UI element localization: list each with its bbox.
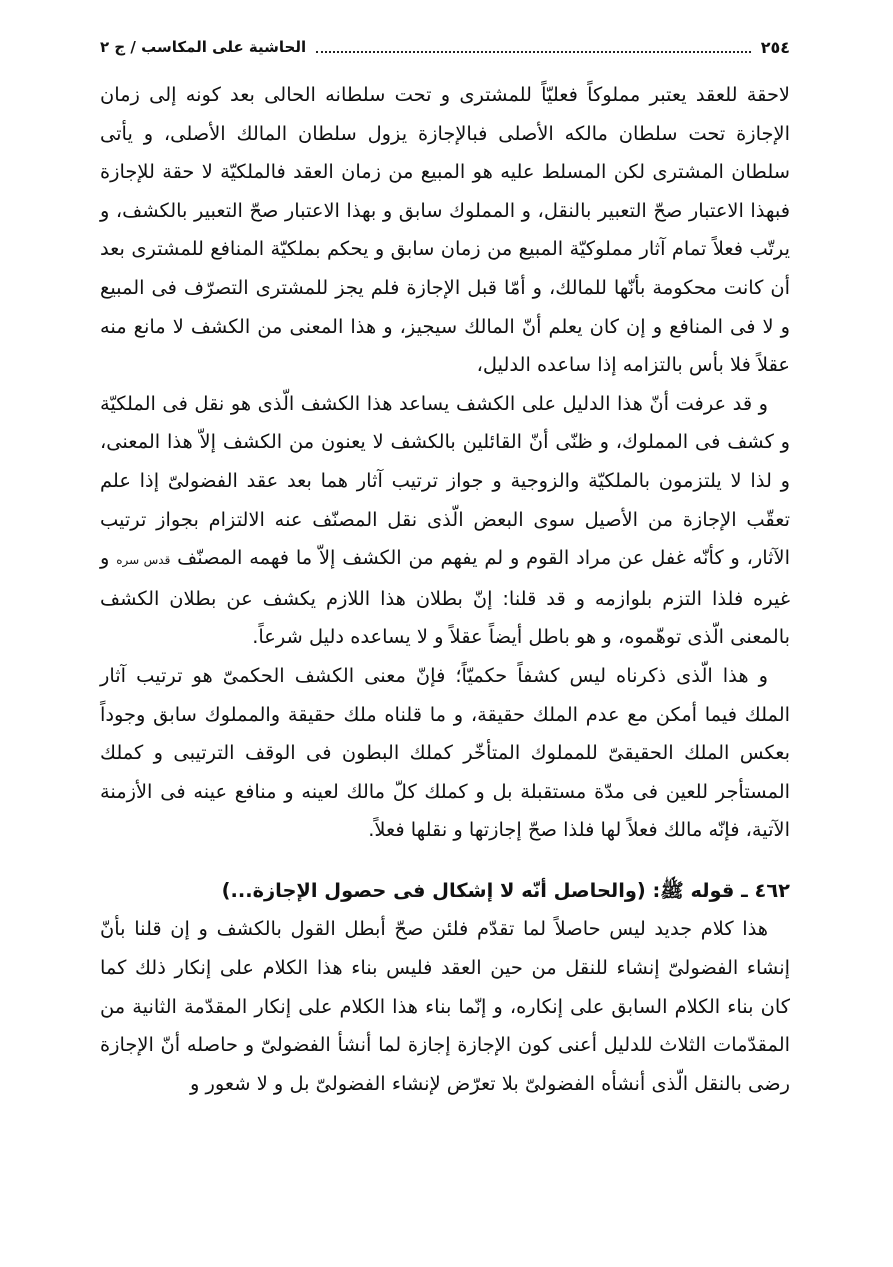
page-body <box>100 76 790 1103</box>
header-dot-leader <box>316 41 751 53</box>
paragraph-text: و قد عرفت أنّ هذا الدليل على الكشف يساعد هذا الكشف الّذى هو نقل فى الملكيّة و كشف فى المملوك، و ظنّى أنّ القائلين بالكشف لا يعنون من الكشف إلاّ هذا المعنى، و لذا لا يلتزمون بالملكيّة والزوجية و جواز ترتيب آثار هما بعد عقد الفضولىّ إذا علم تعقّب الإجازة من الأصيل سوى البعض الّذى نقل المصنّف عنه الالتزام بجواز ترتيب الآثار، و كأنّه غفل عن مراد القوم و لم يفهم من الكشف إلاّ ما فهمه المصنّف <box>100 391 790 570</box>
paragraph-text: و غيره فلذا التزم بلوازمه و قد قلنا: إنّ بطلان هذا اللازم يكشف عن بطلان الكشف بالمعنى الّذى توهّموه، و هو باطل أيضاً عقلاً و لا يساعده دليل شرعاً. <box>100 546 790 649</box>
page-header <box>100 34 790 60</box>
commentary-heading: ٤٦٢ ـ قوله ﷺ: (والحاصل أنّه لا إشكال فى حصول الإجازة...) <box>221 878 790 902</box>
running-title: الحاشية على المكاسب / ج ٢ <box>100 38 307 56</box>
body-paragraph <box>100 385 790 657</box>
inline-honorific-note: قدس سره <box>116 553 171 568</box>
body-paragraph: هذا كلام جديد ليس حاصلاً لما تقدّم فلئن صحّ أبطل القول بالكشف و إن قلنا بأنّ إنشاء الفضولىّ إنشاء للنقل من حين العقد فليس بناء هذا الكلام على إنكار ذلك كما كان بناء الكلام السابق على إنكاره، و إنّما بناء هذا الكلام على إنكار المقدّمة الثانية من المقدّمات الثلاث للدليل أعنى كون الإجازة إجازة لما أنشأ الفضولىّ و حاصله أنّ الإجازة رضى بالنقل الّذى أنشأه الفضولىّ بلا تعرّض لإنشاء الفضولىّ بل و لا شعور و <box>100 917 790 1095</box>
page-number: ٢٥٤ <box>760 37 790 57</box>
body-paragraph: و هذا الّذى ذكرناه ليس كشفاً حكميّاً؛ فإنّ معنى الكشف الحكمىّ هو ترتيب آثار الملك فيما أمكن مع عدم الملك حقيقة، و ما قلناه ملك حقيقة والمملوك سابق وجوداً بعكس الملك الحقيقىّ للمملوك المتأخّر كملك البطون فى الوقف الترتيبى و كملك المستأجر للعين فى مدّة مستقبلة بل و كملك كلّ مالك لعينه و منافع عينه فى الأزمنة الآتية، فإنّه مالك فعلاً لها فلذا صحّ إجازتها و نقلها فعلاً. <box>100 663 790 842</box>
body-paragraph: لاحقة للعقد يعتبر مملوكاً فعليّاً للمشترى و تحت سلطانه الحالى بعد كونه إلى زمان الإجازة تحت سلطان مالكه الأصلى فبالإجازة يزول سلطان المالك الأصلى، و يأتى سلطان المشترى لكن المسلط عليه هو المبيع من زمان العقد فالملكيّة لا حقة للإجازة فبهذا الاعتبار صحّ التعبير بالنقل، و المملوك سابق و بهذا الاعتبار صحّ التعبير بالكشف، و يرتّب فعلاً تمام آثار مملوكيّة المبيع من زمان سابق و يحكم بملكيّة المنافع للمشترى بعد أن كانت محكومة بأنّها للمالك، و أمّا قبل الإجازة فلم يجز للمشترى التصرّف فى المبيع و لا فى المنافع و إن كان يعلم أنّ المالك سيجيز، و هذا المعنى من الكشف لا مانع منه عقلاً فلا بأس بالتزامه إذا ساعده الدليل، <box>100 83 790 377</box>
